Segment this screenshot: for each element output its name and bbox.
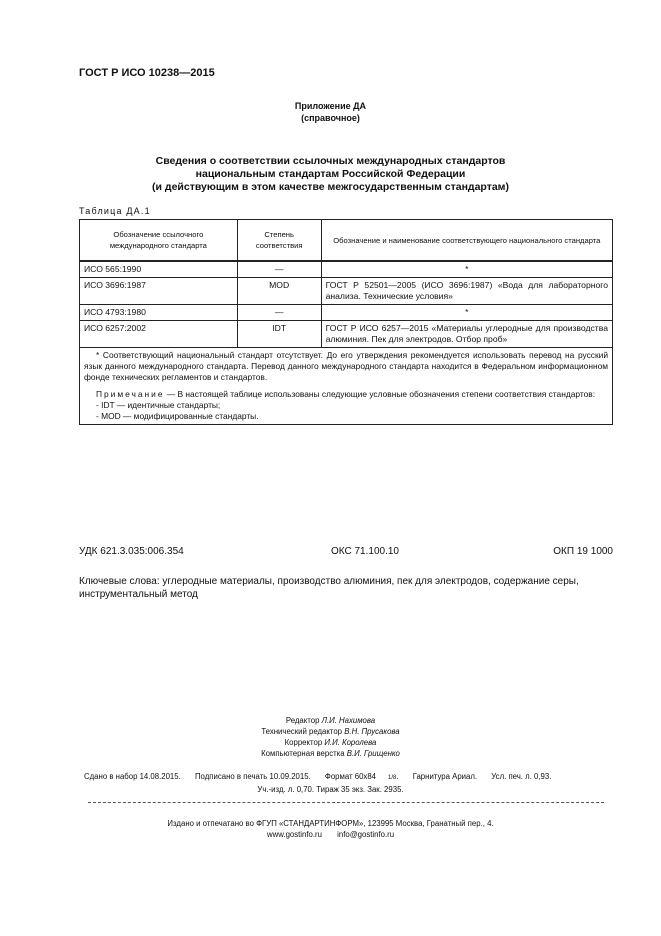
credit-name: В.Н. Прусакова xyxy=(344,727,400,736)
print-sheets: Усл. печ. л. 0,93. xyxy=(491,772,552,781)
correspondence-table xyxy=(79,219,613,425)
cell-national: ГОСТ Р 52501—2005 (ИСО 3696:1987) «Вода для лабораторного анализа. Технические условия» xyxy=(321,278,612,305)
publisher-contacts xyxy=(0,829,661,840)
okp-code: ОКП 19 1000 xyxy=(553,546,613,557)
cell-ref: ИСО 3696:1987 xyxy=(80,278,238,305)
publisher-block xyxy=(0,818,661,840)
credit-line xyxy=(0,715,661,726)
table-row xyxy=(80,261,613,278)
udk-code: УДК 621.3.035:006.354 xyxy=(79,546,184,557)
credit-line xyxy=(0,748,661,759)
title-line: (и действующим в этом качестве межгосударственным стандартам) xyxy=(152,181,509,193)
note-list-item: - MOD — модифицированные стандарты. xyxy=(96,411,259,421)
header-degree: Степень соответствия xyxy=(237,220,321,262)
header-ref-standard: Обозначение ссылочного международного стандарта xyxy=(80,220,238,262)
note xyxy=(84,389,608,400)
paper-format: Формат 60x84 1/8. xyxy=(324,772,399,781)
appendix-heading xyxy=(0,100,661,124)
publisher-email[interactable]: info@gostinfo.ru xyxy=(337,830,395,839)
cell-ref: ИСО 565:1990 xyxy=(80,261,238,278)
credit-role: Редактор xyxy=(285,716,320,725)
cell-degree: IDT xyxy=(237,321,321,348)
cell-national: * xyxy=(321,261,612,278)
table-row xyxy=(80,321,613,348)
title-line: национальным стандартам Российской Федерации xyxy=(195,168,466,180)
table-row xyxy=(80,305,613,321)
publisher-address: Издано и отпечатано во ФГУП «СТАНДАРТИНФОРМ», 123995 Москва, Гранатный пер., 4. xyxy=(167,819,494,828)
note-label: Примечание xyxy=(96,389,165,399)
note-text: — В настоящей таблице использованы следующие условные обозначения степени соответствия стандартов: xyxy=(164,389,596,399)
format-fraction: 1/8 xyxy=(388,775,397,781)
cell-ref: ИСО 6257:2002 xyxy=(80,321,238,348)
table-footnote-cell xyxy=(80,348,613,425)
table-header-row xyxy=(80,220,613,262)
credit-role: Компьютерная верстка xyxy=(261,749,345,758)
cell-national: ГОСТ Р ИСО 6257—2015 «Материалы углеродные для производства алюминия. Пек для электродов. Отбор проб» xyxy=(321,321,612,348)
print-info-line xyxy=(84,772,563,781)
title-line: Сведения о соответствии ссылочных международных стандартов xyxy=(155,155,506,167)
credits-block xyxy=(0,715,661,759)
cell-degree: MOD xyxy=(237,278,321,305)
cell-national: * xyxy=(321,305,612,321)
credit-line xyxy=(0,737,661,748)
signed-date: Подписано в печать 10.09.2015. xyxy=(194,772,311,781)
cell-degree: — xyxy=(237,305,321,321)
header-national-standard: Обозначение и наименование соответствующего национального стандарта xyxy=(321,220,612,262)
oks-code: ОКС 71.100.10 xyxy=(331,546,399,557)
cell-ref: ИСО 4793:1980 xyxy=(80,305,238,321)
note-list-item: - IDT — идентичные стандарты; xyxy=(96,400,221,410)
table-footnote-row xyxy=(80,348,613,425)
table-caption: Таблица ДА.1 xyxy=(79,206,151,216)
credit-line xyxy=(0,726,661,737)
appendix-main-title xyxy=(0,155,661,194)
credit-name: И.И. Королева xyxy=(324,738,377,747)
divider xyxy=(88,802,604,803)
footnote-text: * Соответствующий национальный стандарт отсутствует. До его утверждения рекомендуется использовать перевод на русский язык данного международного стандарта. Перевод данного международного стандарта находится в Федеральном информационном фонде технических регламентов и стандартов. xyxy=(84,350,608,382)
cell-degree: — xyxy=(237,261,321,278)
font-info: Гарнитура Ариал. xyxy=(412,772,478,781)
credit-role: Технический редактор xyxy=(261,727,343,736)
document-code: ГОСТ Р ИСО 10238—2015 xyxy=(79,67,215,79)
keywords: Ключевые слова: углеродные материалы, производство алюминия, пек для электродов, содержание серы, инструментальный метод xyxy=(79,576,579,600)
table-row xyxy=(80,278,613,305)
appendix-subtitle: (справочное) xyxy=(301,113,360,123)
appendix-title: Приложение ДА xyxy=(294,101,367,111)
print-info-line-2: Уч.-изд. л. 0,70. Тираж 35 экз. Зак. 2935. xyxy=(257,785,404,794)
set-date: Сдано в набор 14.08.2015. xyxy=(84,772,181,781)
publisher-website[interactable]: www.gostinfo.ru xyxy=(266,830,322,839)
credit-role: Корректор xyxy=(284,738,323,747)
credit-name: Л.И. Нахимова xyxy=(321,716,376,725)
credit-name: В.И. Грищенко xyxy=(346,749,400,758)
